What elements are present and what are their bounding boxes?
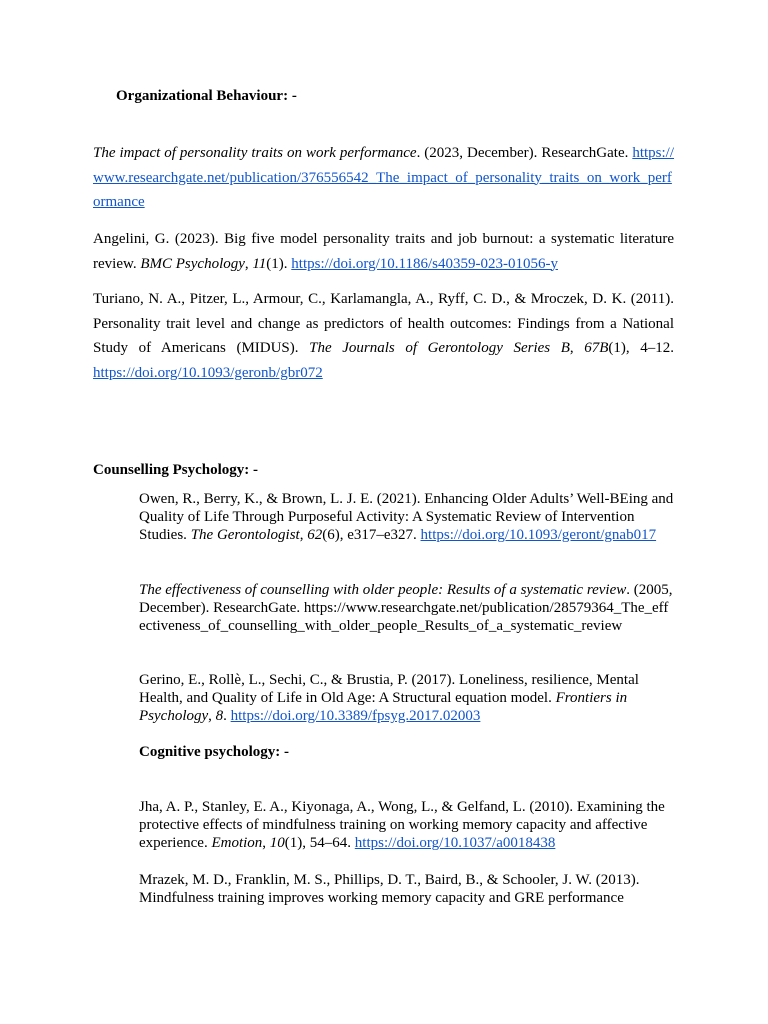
- reference-org-1: [93, 141, 674, 215]
- reference-volume: 10: [269, 835, 285, 852]
- reference-link[interactable]: https://doi.org/10.1093/geront/gnab017: [420, 527, 657, 544]
- reference-volume: 67B: [584, 340, 609, 357]
- reference-separator: ,: [208, 708, 216, 725]
- reference-title: The impact of personality traits on work performance: [93, 145, 417, 161]
- reference-link[interactable]: https://doi.org/10.1186/s40359-023-01056-y: [291, 255, 558, 272]
- reference-link[interactable]: https://www.researchgate.net/publication/376556542_The_impact_of_personality_traits_on_work_performance: [93, 145, 675, 211]
- reference-issue: .: [223, 708, 231, 725]
- reference-text: Jha, A. P., Stanley, E. A., Kiyonaga, A., Wong, L., & Gelfand, L. (2010). Examining the protective effects of mindfulness training on working memory capacity and affective experience.: [139, 799, 665, 852]
- reference-link[interactable]: https://doi.org/10.1093/geronb/gbr072: [93, 364, 323, 381]
- reference-title: The effectiveness of counselling with older people: Results of a systematic review: [139, 582, 627, 598]
- reference-counselling-1: [139, 490, 674, 545]
- reference-issue: (6), e317–e327.: [322, 527, 421, 544]
- reference-issue: (1), 4–12.: [608, 340, 674, 357]
- reference-journal: The Journals of Gerontology Series B: [309, 340, 570, 357]
- reference-text: Gerino, E., Rollè, L., Sechi, C., & Brustia, P. (2017). Loneliness, resilience, Mental Health, and Quality of Life in Old Age: A Structural equation model.: [139, 672, 639, 707]
- reference-journal: Emotion: [211, 835, 263, 852]
- reference-counselling-3: [139, 671, 674, 726]
- reference-issue: (1), 54–64.: [284, 835, 355, 852]
- reference-text: Angelini, G. (2023). Big five model personality traits and job burnout: a systematic literature review.: [93, 231, 674, 272]
- reference-details: . (2023, December). ResearchGate.: [416, 145, 633, 161]
- reference-cognitive-2: [139, 871, 674, 907]
- reference-org-2: [93, 227, 674, 276]
- reference-link[interactable]: https://doi.org/10.3389/fpsyg.2017.02003: [230, 708, 481, 725]
- reference-volume: 11: [252, 255, 267, 272]
- reference-text: Mrazek, M. D., Franklin, M. S., Phillips, D. T., Baird, B., & Schooler, J. W. (2013). Mindfulness training improves working memory capacity and GRE performance: [139, 872, 640, 907]
- reference-separator: ,: [262, 835, 270, 852]
- reference-journal: Frontiers in Psychology: [139, 690, 628, 725]
- reference-url-text: https://www.researchgate.net/publication/28579364_The_effectiveness_of_counselling_with_older_people_Results_of_a_systematic_review: [139, 600, 669, 635]
- section-heading-organizational-behaviour: Organizational Behaviour: -: [116, 88, 297, 104]
- reference-details: . (2005, December). ResearchGate.: [139, 582, 673, 617]
- reference-org-3: [93, 287, 674, 385]
- section-heading-cognitive-psychology: Cognitive psychology: -: [139, 744, 289, 760]
- reference-text: Turiano, N. A., Pitzer, L., Armour, C., Karlamangla, A., Ryff, C. D., & Mroczek, D. K. (2011). Personality trait level and change as predictors of health outcomes: Findings from a National Study of Americans (MIDUS).: [93, 291, 674, 357]
- reference-journal: BMC Psychology: [140, 255, 245, 272]
- reference-separator: ,: [569, 340, 585, 357]
- reference-separator: ,: [244, 255, 253, 272]
- reference-text: Owen, R., Berry, K., & Brown, L. J. E. (2021). Enhancing Older Adults’ Well-BEing and Quality of Life Through Purposeful Activity: A Systematic Review of Intervention Studies.: [139, 491, 674, 544]
- reference-cognitive-1: [139, 798, 674, 853]
- reference-link[interactable]: https://doi.org/10.1037/a0018438: [354, 835, 556, 852]
- reference-volume: 62: [307, 527, 323, 544]
- reference-counselling-2: [139, 581, 674, 636]
- section-heading-counselling-psychology: Counselling Psychology: -: [93, 462, 259, 478]
- reference-volume: 8: [215, 708, 224, 725]
- reference-issue: (1).: [266, 255, 292, 272]
- reference-separator: ,: [299, 527, 308, 544]
- reference-journal: The Gerontologist: [190, 527, 300, 544]
